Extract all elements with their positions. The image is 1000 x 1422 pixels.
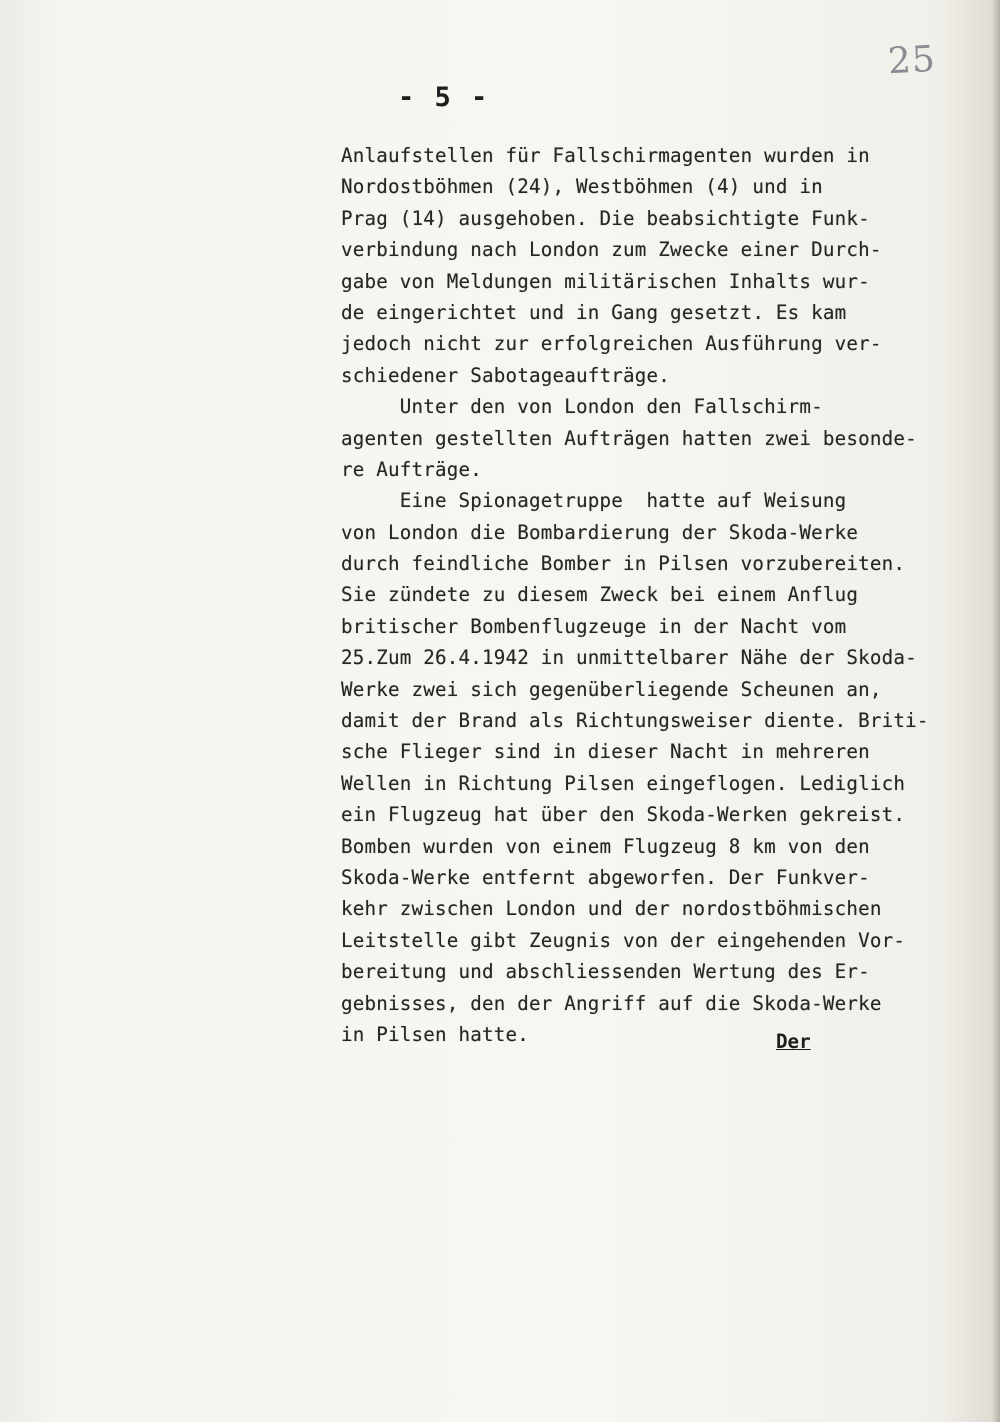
- text-line: jedoch nicht zur erfolgreichen Ausführung ver-: [341, 332, 882, 356]
- text-line: sche Flieger sind in dieser Nacht in mehreren: [341, 740, 870, 764]
- text-line: durch feindliche Bomber in Pilsen vorzubereiten.: [341, 552, 906, 576]
- text-line: Nordostböhmen (24), Westböhmen (4) und in: [341, 175, 823, 199]
- text-line: Sie zündete zu diesem Zweck bei einem Anflug: [341, 583, 859, 607]
- text-line: Anlaufstellen für Fallschirmagenten wurden in: [341, 144, 870, 167]
- text-line: re Aufträge.: [341, 457, 483, 481]
- text-line: 25.Zum 26.4.1942 in unmittelbarer Nähe der Skoda-: [341, 646, 917, 670]
- text-line: Bomben wurden von einem Flugzeug 8 km von den: [341, 834, 870, 858]
- body-text: [341, 140, 981, 1050]
- text-line: Eine Spionagetruppe hatte auf Weisung: [341, 489, 847, 513]
- text-line: verbindung nach London zum Zwecke einer Durch-: [341, 238, 882, 262]
- text-line: Werke zwei sich gegenüberliegende Scheunen an,: [341, 677, 882, 701]
- text-line: Unter den von London den Fallschirm-: [341, 395, 823, 419]
- text-line: agenten gestellten Aufträgen hatten zwei besonde-: [341, 426, 917, 450]
- page-number: - 5 -: [398, 82, 490, 113]
- text-line: Wellen in Richtung Pilsen eingeflogen. Lediglich: [341, 771, 906, 795]
- text-line: Prag (14) ausgehoben. Die beabsichtigte Funk-: [341, 206, 870, 230]
- text-line: schiedener Sabotageaufträge.: [341, 363, 671, 387]
- text-line: gabe von Meldungen militärischen Inhalts wur-: [341, 269, 870, 293]
- text-line: bereitung und abschliessenden Wertung des Er-: [341, 960, 870, 984]
- text-line: ein Flugzeug hat über den Skoda-Werken gekreist.: [341, 803, 906, 827]
- text-line: damit der Brand als Richtungsweiser diente. Briti-: [341, 709, 929, 733]
- text-line: Leitstelle gibt Zeugnis von der eingehenden Vor-: [341, 928, 906, 952]
- text-line: de eingerichtet und in Gang gesetzt. Es kam: [341, 300, 847, 324]
- paper-edge-shadow: [992, 0, 1000, 1422]
- text-line: gebnisses, den der Angriff auf die Skoda-Werke: [341, 991, 882, 1015]
- text-line: kehr zwischen London und der nordostböhmischen: [341, 897, 882, 921]
- text-line: Skoda-Werke entfernt abgeworfen. Der Funkver-: [341, 865, 870, 889]
- catchword: Der: [776, 1030, 811, 1053]
- text-line: in Pilsen hatte.: [341, 1022, 530, 1046]
- folio-number: 25: [886, 38, 937, 83]
- text-line: britischer Bombenflugzeuge in der Nacht vom: [341, 614, 847, 638]
- text-line: von London die Bombardierung der Skoda-Werke: [341, 520, 859, 544]
